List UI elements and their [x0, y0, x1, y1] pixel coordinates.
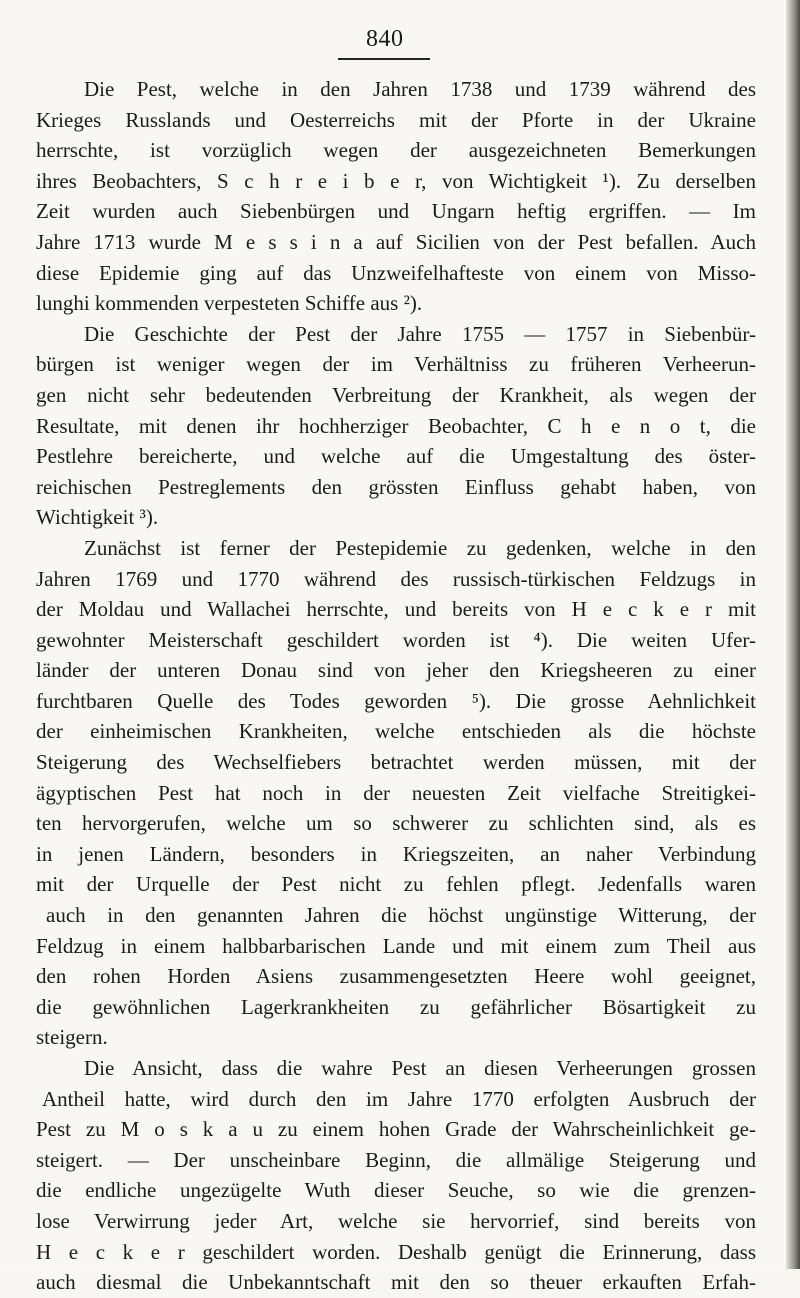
text-line: furchtbaren Quelle des Todes geworden ⁵). Die grosse Aehnlichkeit	[36, 688, 756, 713]
text-line: Pestlehre bereicherte, und welche auf die Umgestaltung des öster-	[36, 444, 756, 469]
text-line: gewohnter Meisterschaft geschildert worden ist ⁴). Die weiten Ufer-	[36, 627, 756, 652]
text-line: ten hervorgerufen, welche um so schwerer zu schlichten sind, als es	[36, 811, 756, 836]
text-line: der Moldau und Wallachei herrschte, und bereits von H e c k e r mit	[36, 597, 756, 622]
text-line: reichischen Pestreglements den grössten Einfluss gehabt haben, von	[36, 474, 756, 499]
text-line: Resultate, mit denen ihr hochherziger Beobachter, C h e n o t, die	[36, 413, 756, 438]
text-line: Krieges Russlands und Oesterreichs mit der Pforte in der Ukraine	[36, 107, 756, 132]
text-line: Zeit wurden auch Siebenbürgen und Ungarn heftig ergriffen. — Im	[36, 199, 756, 224]
text-line: die gewöhnlichen Lagerkrankheiten zu gefährlicher Bösartigkeit zu	[36, 994, 756, 1019]
text-line: ägyptischen Pest hat noch in der neuesten Zeit vielfache Streitigkei-	[36, 780, 756, 805]
text-line: gen nicht sehr bedeutenden Verbreitung der Krankheit, als wegen der	[36, 382, 756, 407]
text-line: ihres Beobachters, S c h r e i b e r, von Wichtigkeit ¹). Zu derselben	[36, 168, 756, 193]
page-number-rule	[338, 58, 430, 60]
text-line: der einheimischen Krankheiten, welche entschieden als die höchste	[36, 719, 756, 744]
body-text	[36, 74, 756, 1298]
text-line: die endliche ungezügelte Wuth dieser Seuche, so wie die grenzen-	[36, 1178, 756, 1203]
text-line: Feldzug in einem halbbarbarischen Lande und mit einem zum Theil aus	[36, 933, 756, 958]
text-line: länder der unteren Donau sind von jeher den Kriegsheeren zu einer	[36, 658, 756, 683]
text-line: den rohen Horden Asiens zusammengesetzten Heere wohl geeignet,	[36, 964, 756, 989]
text-line: herrschte, ist vorzüglich wegen der ausgezeichneten Bemerkungen	[36, 138, 756, 163]
text-line: mit der Urquelle der Pest nicht zu fehlen pflegt. Jedenfalls waren	[36, 872, 756, 897]
text-line: in jenen Ländern, besonders in Kriegszeiten, an naher Verbindung	[36, 841, 756, 866]
text-line: Die Ansicht, dass die wahre Pest an diesen Verheerungen grossen	[84, 1056, 756, 1080]
text-line: steigern.	[36, 1025, 108, 1050]
text-line: lose Verwirrung jeder Art, welche sie hervorrief, sind bereits von	[36, 1208, 756, 1233]
text-line: lunghi kommenden verpesteten Schiffe aus ²).	[36, 291, 423, 316]
text-line: Jahre 1713 wurde M e s s i n a auf Sicilien von der Pest befallen. Auch	[36, 229, 756, 254]
text-line: Pest zu M o s k a u zu einem hohen Grade der Wahrscheinlichkeit ge-	[36, 1117, 756, 1142]
text-line: auch in den genannten Jahren die höchst ungünstige Witterung, der	[46, 903, 756, 928]
text-line: Antheil hatte, wird durch den im Jahre 1770 erfolgten Ausbruch der	[42, 1086, 756, 1111]
page-number: 840	[366, 26, 404, 52]
text-line: Wichtigkeit ³).	[36, 505, 159, 530]
text-line: Die Pest, welche in den Jahren 1738 und 1739 während des	[84, 77, 756, 101]
text-line: Die Geschichte der Pest der Jahre 1755 — 1757 in Siebenbür-	[84, 321, 756, 346]
text-line: steigert. — Der unscheinbare Beginn, die allmälige Steigerung und	[36, 1147, 756, 1172]
text-line: Steigerung des Wechselfiebers betrachtet werden müssen, mit der	[36, 750, 756, 775]
page-binding-edge	[786, 0, 800, 1269]
text-line: diese Epidemie ging auf das Unzweifelhafteste von einem von Misso-	[36, 260, 756, 285]
text-line: H e c k e r geschildert worden. Deshalb genügt die Erinnerung, dass	[36, 1239, 756, 1264]
text-line: Zunächst ist ferner der Pestepidemie zu gedenken, welche in den	[84, 535, 756, 560]
text-line: auch diesmal die Unbekanntschaft mit den so theuer erkauften Erfah-	[36, 1270, 756, 1295]
text-line: bürgen ist weniger wegen der im Verhältniss zu früheren Verheerun-	[36, 352, 756, 377]
text-line: Jahren 1769 und 1770 während des russisch-türkischen Feldzugs in	[36, 566, 756, 591]
